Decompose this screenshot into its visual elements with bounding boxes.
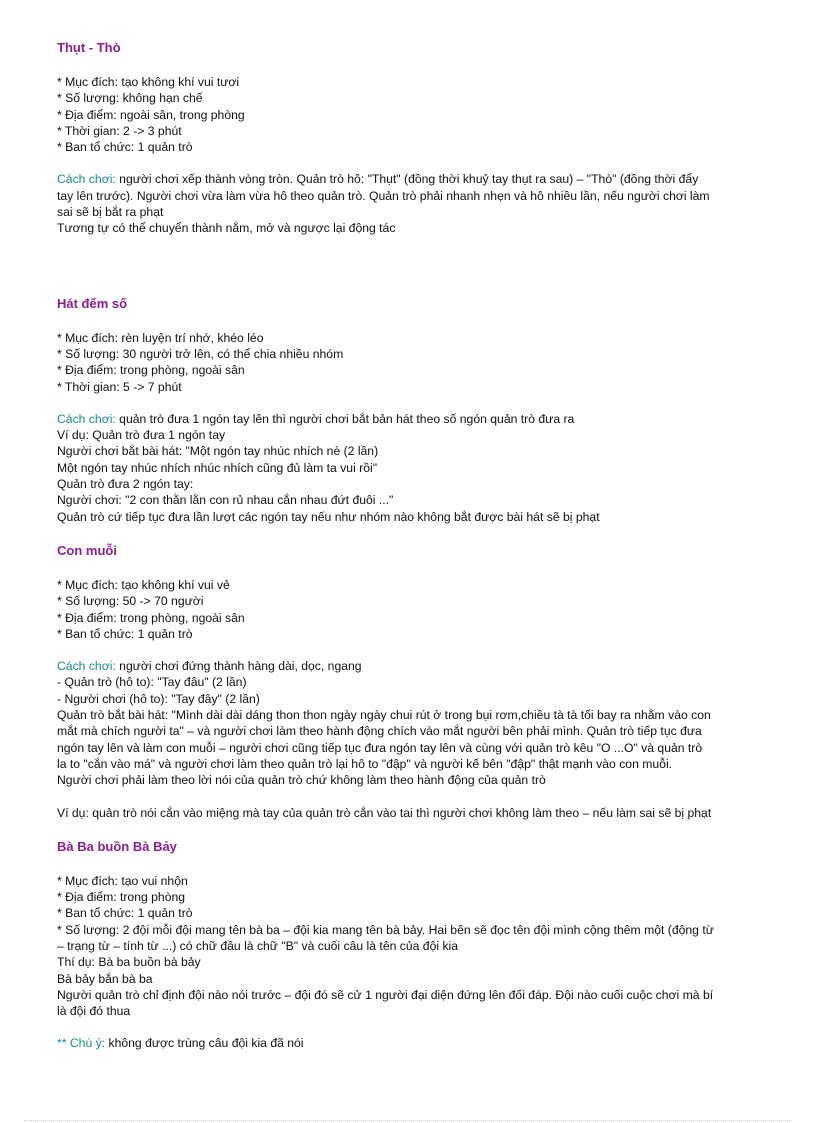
info-line: * Thời gian: 5 -> 7 phút <box>57 379 182 394</box>
info-line: * Địa điểm: trong phòng, ngoài sân <box>57 363 245 378</box>
body-line: Người chơi: "2 con thằn lằn con rủ nhau cắn nhau đứt đuôi ..." <box>57 493 394 508</box>
document <box>57 38 777 1052</box>
body-line: Một ngón tay nhúc nhích nhúc nhích cũng đủ làm ta vui rồi" <box>57 460 378 475</box>
example-line: Ví dụ: quản trò nói cắn vào miệng mà tay của quản trò cắn vào tai thì người chơi không làm theo – nếu làm sai sẽ bị phạt <box>57 805 712 820</box>
how-to-play-label: Cách chơi: <box>57 172 116 187</box>
info-line: * Số lượng: 50 -> 70 người <box>57 594 204 609</box>
page-bottom-divider <box>24 1120 792 1121</box>
section-title: Bà Ba buồn Bà Bảy <box>57 838 177 854</box>
body-line: Ví dụ: Quản trò đưa 1 ngón tay <box>57 428 226 443</box>
section-hat-dem-so <box>57 294 777 525</box>
body-line: mắt mà chích người ta" – và người chơi làm theo hành động chích vào mắt người bên phải mình. Quản trò tiếp tục đưa <box>57 724 702 739</box>
body-line: Bà bảy bắn bà ba <box>57 971 153 986</box>
info-line: * Số lượng: không hạn chế <box>57 91 203 106</box>
section-ba-ba-buon-ba-bay <box>57 837 777 1052</box>
body-line: Người chơi phải làm theo lời nói của quản trò chứ không làm theo hành động của quản trò <box>57 773 546 788</box>
how-to-play <box>57 658 777 674</box>
note-line <box>57 1035 777 1051</box>
section-title: Con muỗi <box>57 542 117 558</box>
body-line: - Quản trò (hô to): "Tay đâu" (2 lần) <box>57 675 247 690</box>
info-line: * Mục đích: tạo vui nhộn <box>57 873 188 888</box>
body-line: Tương tự có thể chuyển thành nắm, mở và ngược lại động tác <box>57 221 396 236</box>
info-line: * Mục đích: tạo không khí vui vẻ <box>57 577 230 592</box>
body-line: sai sẽ bị bắt ra phạt <box>57 205 164 220</box>
info-line: * Số lượng: 2 đội mỗi đội mang tên bà ba – đội kia mang tên bà bảy. Hai bên sẽ đọc tên đội mình cộng thêm một (động từ <box>57 922 714 937</box>
info-line: * Thời gian: 2 -> 3 phút <box>57 123 182 138</box>
info-line: * Số lượng: 30 người trở lên, có thể chia nhiều nhóm <box>57 346 344 361</box>
body-line: la to "cắn vào má" và người chơi làm theo quản trò lại hô to "đập" và người kế bên "đập" thật mạnh vào con muỗi. <box>57 756 673 771</box>
body-line: Người chơi bắt bài hát: "Một ngón tay nhúc nhích nè (2 lần) <box>57 444 379 459</box>
how-to-play <box>57 171 777 187</box>
info-line: * Địa điểm: trong phòng <box>57 890 186 905</box>
body-line: Người quản trò chỉ định đội nào nói trước – đội đó sẽ cử 1 người đại diện đứng lên đối đáp. Đội nào cuối cuộc chơi mà bí <box>57 987 714 1002</box>
section-con-muoi <box>57 541 777 821</box>
info-line: – trạng từ – tính từ ...) có chữ đầu là chữ "B" và cuối câu là tên của đội kia <box>57 938 459 953</box>
body-line: Quản trò đưa 2 ngón tay: <box>57 477 194 492</box>
info-line: * Ban tổ chức: 1 quản trò <box>57 626 193 641</box>
body-line: Quản trò bắt bài hát: "Mình dài dài dáng thon thon ngày ngày chui rút ở trong bụi rơm,chiều tà tà tối bay ra nhằm vào con <box>57 708 711 723</box>
info-line: * Mục đích: rèn luyện trí nhớ, khéo léo <box>57 330 264 345</box>
note-text: không được trùng câu đội kia đã nói <box>105 1036 304 1051</box>
info-line: * Địa điểm: trong phòng, ngoài sân <box>57 610 245 625</box>
section-thut-tho <box>57 38 777 237</box>
body-line: Quản trò cứ tiếp tục đưa lần lượt các ngón tay nếu như nhóm nào không bắt được bài hát sẽ bị phạt <box>57 509 600 524</box>
body-line: Thí dụ: Bà ba buồn bà bảy <box>57 955 201 970</box>
how-to-play-label: Cách chơi: <box>57 411 116 426</box>
info-line: * Mục đích: tạo không khí vui tươi <box>57 75 240 89</box>
how-to-play <box>57 411 777 427</box>
how-to-play-text: quản trò đưa 1 ngón tay lên thì người chơi bắt bản hát theo số ngón quản trò đưa ra <box>115 411 575 426</box>
section-title: Hát đếm số <box>57 295 128 311</box>
body-line: tay lên trước). Người chơi vừa làm vừa hô theo quản trò. Quản trò phải nhanh nhẹn và hô nhiều lần, nếu người chơi làm <box>57 188 710 203</box>
info-line: * Địa điểm: ngoài sân, trong phòng <box>57 107 245 122</box>
body-line: - Người chơi (hô to): "Tay đây" (2 lần) <box>57 691 260 706</box>
info-line: * Ban tổ chức: 1 quản trò <box>57 140 193 155</box>
section-title: Thụt - Thò <box>57 40 121 55</box>
note-label: ** Chú ý: <box>57 1036 106 1051</box>
body-line: ngón tay lên và làm con muỗi – người chơi cũng tiếp tục đưa ngón tay lên và cùng với quản trò kêu "O ...O" và quản trò <box>57 740 703 755</box>
how-to-play-label: Cách chơi: <box>57 659 116 674</box>
how-to-play-text: người chơi đứng thành hàng dài, dọc, ngang <box>115 659 362 674</box>
info-line: * Ban tổ chức: 1 quản trò <box>57 906 193 921</box>
how-to-play-text: người chơi xếp thành vòng tròn. Quản trò hô: "Thụt" (đồng thời khuỷ tay thụt ra sau) – "Thò" (đồng thời đẩy <box>115 172 699 187</box>
body-line: là đội đó thua <box>57 1004 131 1019</box>
